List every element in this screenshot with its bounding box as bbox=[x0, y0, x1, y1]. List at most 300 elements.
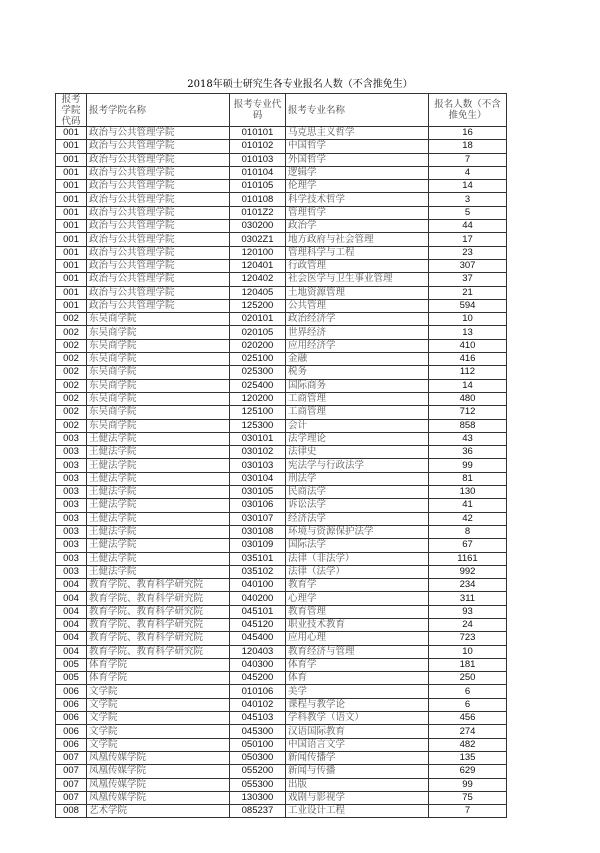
school-code-cell: 003 bbox=[56, 552, 87, 565]
major-name-cell: 国际法学 bbox=[286, 539, 429, 552]
school-name-cell: 东吴商学院 bbox=[87, 339, 230, 352]
table-row bbox=[56, 366, 507, 379]
applicants-cell: 6 bbox=[429, 685, 507, 698]
school-name-cell: 教育学院、教育科学研究院 bbox=[87, 592, 230, 605]
applicants-cell: 234 bbox=[429, 579, 507, 592]
school-code-cell: 002 bbox=[56, 392, 87, 405]
table-row bbox=[56, 618, 507, 631]
school-name-cell: 体育学院 bbox=[87, 658, 230, 671]
major-name-cell: 税务 bbox=[286, 366, 429, 379]
major-name-cell: 法律（非法学） bbox=[286, 552, 429, 565]
major-name-cell: 体育学 bbox=[286, 658, 429, 671]
table-row bbox=[56, 552, 507, 565]
table-row bbox=[56, 326, 507, 339]
table-row bbox=[56, 472, 507, 485]
table-row bbox=[56, 140, 507, 153]
major-name-cell: 心理学 bbox=[286, 592, 429, 605]
table-row bbox=[56, 579, 507, 592]
applicants-cell: 24 bbox=[429, 618, 507, 631]
major-code-cell: 040102 bbox=[230, 698, 286, 711]
school-name-cell: 体育学院 bbox=[87, 672, 230, 685]
major-name-cell: 应用心理 bbox=[286, 632, 429, 645]
applicants-cell: 1161 bbox=[429, 552, 507, 565]
school-name-cell: 王健法学院 bbox=[87, 499, 230, 512]
major-code-cell: 030104 bbox=[230, 472, 286, 485]
table-body bbox=[56, 127, 507, 818]
school-name-cell: 文学院 bbox=[87, 698, 230, 711]
school-code-cell: 001 bbox=[56, 153, 87, 166]
table-row bbox=[56, 592, 507, 605]
major-name-cell: 体育 bbox=[286, 672, 429, 685]
school-name-cell: 东吴商学院 bbox=[87, 353, 230, 366]
school-name-cell: 政治与公共管理学院 bbox=[87, 153, 230, 166]
school-name-cell: 王健法学院 bbox=[87, 512, 230, 525]
school-name-cell: 政治与公共管理学院 bbox=[87, 206, 230, 219]
major-code-cell: 045300 bbox=[230, 725, 286, 738]
major-code-cell: 030107 bbox=[230, 512, 286, 525]
major-name-cell: 经济法学 bbox=[286, 512, 429, 525]
major-code-cell: 030102 bbox=[230, 446, 286, 459]
school-name-cell: 政治与公共管理学院 bbox=[87, 180, 230, 193]
major-code-cell: 025400 bbox=[230, 379, 286, 392]
school-code-cell: 004 bbox=[56, 605, 87, 618]
school-name-cell: 政治与公共管理学院 bbox=[87, 299, 230, 312]
major-code-cell: 010104 bbox=[230, 166, 286, 179]
school-code-cell: 002 bbox=[56, 379, 87, 392]
school-code-cell: 002 bbox=[56, 366, 87, 379]
major-code-cell: 030103 bbox=[230, 459, 286, 472]
major-code-cell: 030105 bbox=[230, 486, 286, 499]
major-name-cell: 法学理论 bbox=[286, 432, 429, 445]
school-name-cell: 文学院 bbox=[87, 725, 230, 738]
school-code-cell: 001 bbox=[56, 193, 87, 206]
school-code-cell: 003 bbox=[56, 499, 87, 512]
major-name-cell: 民商法学 bbox=[286, 486, 429, 499]
major-name-cell: 土地资源管理 bbox=[286, 286, 429, 299]
major-code-cell: 010108 bbox=[230, 193, 286, 206]
school-name-cell: 东吴商学院 bbox=[87, 379, 230, 392]
applicants-cell: 135 bbox=[429, 751, 507, 764]
major-code-cell: 025300 bbox=[230, 366, 286, 379]
major-code-cell: 035102 bbox=[230, 565, 286, 578]
school-name-cell: 凤凰传媒学院 bbox=[87, 778, 230, 791]
header-school-code: 报考学院代码 bbox=[56, 94, 87, 127]
table-row bbox=[56, 259, 507, 272]
table-row bbox=[56, 220, 507, 233]
school-name-cell: 凤凰传媒学院 bbox=[87, 791, 230, 804]
school-code-cell: 003 bbox=[56, 486, 87, 499]
major-name-cell: 行政管理 bbox=[286, 259, 429, 272]
table-row bbox=[56, 791, 507, 804]
major-name-cell: 宪法学与行政法学 bbox=[286, 459, 429, 472]
table-row bbox=[56, 379, 507, 392]
major-code-cell: 030108 bbox=[230, 525, 286, 538]
school-code-cell: 001 bbox=[56, 140, 87, 153]
school-name-cell: 王健法学院 bbox=[87, 565, 230, 578]
applicants-cell: 274 bbox=[429, 725, 507, 738]
major-name-cell: 会计 bbox=[286, 419, 429, 432]
school-name-cell: 王健法学院 bbox=[87, 432, 230, 445]
table-row bbox=[56, 246, 507, 259]
major-code-cell: 010101 bbox=[230, 127, 286, 140]
header-school-name: 报考学院名称 bbox=[87, 94, 230, 127]
school-code-cell: 001 bbox=[56, 166, 87, 179]
school-code-cell: 005 bbox=[56, 658, 87, 671]
major-code-cell: 035101 bbox=[230, 552, 286, 565]
school-code-cell: 006 bbox=[56, 698, 87, 711]
applicants-cell: 5 bbox=[429, 206, 507, 219]
major-name-cell: 金融 bbox=[286, 353, 429, 366]
school-name-cell: 文学院 bbox=[87, 685, 230, 698]
applicants-cell: 13 bbox=[429, 326, 507, 339]
school-code-cell: 001 bbox=[56, 299, 87, 312]
major-name-cell: 政治学 bbox=[286, 220, 429, 233]
school-code-cell: 003 bbox=[56, 459, 87, 472]
table-row bbox=[56, 605, 507, 618]
school-name-cell: 教育学院、教育科学研究院 bbox=[87, 618, 230, 631]
applicants-cell: 4 bbox=[429, 166, 507, 179]
table-row bbox=[56, 658, 507, 671]
table-row bbox=[56, 765, 507, 778]
school-name-cell: 王健法学院 bbox=[87, 486, 230, 499]
school-name-cell: 政治与公共管理学院 bbox=[87, 127, 230, 140]
table-row bbox=[56, 632, 507, 645]
major-name-cell: 新闻传播学 bbox=[286, 751, 429, 764]
table-row bbox=[56, 778, 507, 791]
major-code-cell: 045400 bbox=[230, 632, 286, 645]
school-code-cell: 002 bbox=[56, 339, 87, 352]
applicants-cell: 480 bbox=[429, 392, 507, 405]
school-code-cell: 004 bbox=[56, 645, 87, 658]
table-row bbox=[56, 712, 507, 725]
applicants-cell: 7 bbox=[429, 153, 507, 166]
major-name-cell: 戏剧与影视学 bbox=[286, 791, 429, 804]
table-row bbox=[56, 512, 507, 525]
document-title: 2018年硕士研究生各专业报名人数（不含推免生） bbox=[187, 79, 413, 90]
school-code-cell: 003 bbox=[56, 565, 87, 578]
major-name-cell: 职业技术教育 bbox=[286, 618, 429, 631]
school-code-cell: 001 bbox=[56, 273, 87, 286]
school-code-cell: 001 bbox=[56, 220, 87, 233]
school-code-cell: 005 bbox=[56, 672, 87, 685]
school-name-cell: 东吴商学院 bbox=[87, 406, 230, 419]
applicants-cell: 8 bbox=[429, 525, 507, 538]
major-code-cell: 045103 bbox=[230, 712, 286, 725]
major-code-cell: 130300 bbox=[230, 791, 286, 804]
applicants-cell: 858 bbox=[429, 419, 507, 432]
header-major-name: 报考专业名称 bbox=[286, 94, 429, 127]
applicants-cell: 81 bbox=[429, 472, 507, 485]
major-code-cell: 040100 bbox=[230, 579, 286, 592]
applicants-cell: 93 bbox=[429, 605, 507, 618]
major-name-cell: 国际商务 bbox=[286, 379, 429, 392]
applicants-cell: 410 bbox=[429, 339, 507, 352]
major-name-cell: 管理哲学 bbox=[286, 206, 429, 219]
major-code-cell: 055200 bbox=[230, 765, 286, 778]
applicants-cell: 6 bbox=[429, 698, 507, 711]
major-name-cell: 工商管理 bbox=[286, 406, 429, 419]
applicants-cell: 23 bbox=[429, 246, 507, 259]
school-code-cell: 004 bbox=[56, 618, 87, 631]
major-code-cell: 040200 bbox=[230, 592, 286, 605]
school-code-cell: 007 bbox=[56, 751, 87, 764]
applicants-cell: 10 bbox=[429, 313, 507, 326]
school-code-cell: 001 bbox=[56, 127, 87, 140]
major-name-cell: 课程与教学论 bbox=[286, 698, 429, 711]
table-row bbox=[56, 725, 507, 738]
school-name-cell: 王健法学院 bbox=[87, 472, 230, 485]
applicants-cell: 67 bbox=[429, 539, 507, 552]
major-code-cell: 120405 bbox=[230, 286, 286, 299]
applicants-cell: 17 bbox=[429, 233, 507, 246]
header-applicants: 报名人数（不含推免生） bbox=[429, 94, 507, 127]
applicants-cell: 18 bbox=[429, 140, 507, 153]
major-name-cell: 公共管理 bbox=[286, 299, 429, 312]
major-name-cell: 法律（法学） bbox=[286, 565, 429, 578]
school-name-cell: 东吴商学院 bbox=[87, 366, 230, 379]
applicants-cell: 250 bbox=[429, 672, 507, 685]
school-name-cell: 文学院 bbox=[87, 712, 230, 725]
table-row bbox=[56, 353, 507, 366]
school-name-cell: 王健法学院 bbox=[87, 539, 230, 552]
school-code-cell: 004 bbox=[56, 592, 87, 605]
major-code-cell: 020105 bbox=[230, 326, 286, 339]
school-code-cell: 002 bbox=[56, 353, 87, 366]
table-row bbox=[56, 805, 507, 818]
major-name-cell: 管理科学与工程 bbox=[286, 246, 429, 259]
applicants-cell: 99 bbox=[429, 778, 507, 791]
major-code-cell: 120100 bbox=[230, 246, 286, 259]
school-name-cell: 政治与公共管理学院 bbox=[87, 286, 230, 299]
table-row bbox=[56, 751, 507, 764]
school-code-cell: 002 bbox=[56, 419, 87, 432]
major-code-cell: 0302Z1 bbox=[230, 233, 286, 246]
major-code-cell: 125200 bbox=[230, 299, 286, 312]
major-name-cell: 教育管理 bbox=[286, 605, 429, 618]
applicants-cell: 42 bbox=[429, 512, 507, 525]
major-code-cell: 010103 bbox=[230, 153, 286, 166]
major-name-cell: 伦理学 bbox=[286, 180, 429, 193]
header-major-code: 报考专业代码 bbox=[230, 94, 286, 127]
major-name-cell: 法律史 bbox=[286, 446, 429, 459]
school-name-cell: 东吴商学院 bbox=[87, 392, 230, 405]
school-name-cell: 凤凰传媒学院 bbox=[87, 765, 230, 778]
major-code-cell: 120200 bbox=[230, 392, 286, 405]
major-name-cell: 教育学 bbox=[286, 579, 429, 592]
major-name-cell: 刑法学 bbox=[286, 472, 429, 485]
school-name-cell: 艺术学院 bbox=[87, 805, 230, 818]
major-code-cell: 085237 bbox=[230, 805, 286, 818]
major-name-cell: 工业设计工程 bbox=[286, 805, 429, 818]
major-name-cell: 汉语国际教育 bbox=[286, 725, 429, 738]
major-name-cell: 应用经济学 bbox=[286, 339, 429, 352]
applicants-cell: 21 bbox=[429, 286, 507, 299]
major-name-cell: 马克思主义哲学 bbox=[286, 127, 429, 140]
major-code-cell: 050300 bbox=[230, 751, 286, 764]
major-name-cell: 中国语言文学 bbox=[286, 738, 429, 751]
applicants-cell: 99 bbox=[429, 459, 507, 472]
major-code-cell: 055300 bbox=[230, 778, 286, 791]
school-code-cell: 003 bbox=[56, 472, 87, 485]
table-row bbox=[56, 698, 507, 711]
applicants-cell: 629 bbox=[429, 765, 507, 778]
major-code-cell: 120401 bbox=[230, 259, 286, 272]
major-code-cell: 120402 bbox=[230, 273, 286, 286]
major-code-cell: 0101Z2 bbox=[230, 206, 286, 219]
major-code-cell: 030200 bbox=[230, 220, 286, 233]
major-code-cell: 045101 bbox=[230, 605, 286, 618]
school-name-cell: 教育学院、教育科学研究院 bbox=[87, 645, 230, 658]
table-row bbox=[56, 180, 507, 193]
table-row bbox=[56, 273, 507, 286]
applicants-cell: 7 bbox=[429, 805, 507, 818]
table-row bbox=[56, 738, 507, 751]
major-code-cell: 125100 bbox=[230, 406, 286, 419]
applicants-cell: 36 bbox=[429, 446, 507, 459]
school-code-cell: 006 bbox=[56, 725, 87, 738]
table-row bbox=[56, 432, 507, 445]
major-name-cell: 地方政府与社会管理 bbox=[286, 233, 429, 246]
table-row bbox=[56, 166, 507, 179]
applicants-table bbox=[55, 93, 507, 818]
major-name-cell: 中国哲学 bbox=[286, 140, 429, 153]
table-row bbox=[56, 486, 507, 499]
applicants-cell: 594 bbox=[429, 299, 507, 312]
table-row bbox=[56, 525, 507, 538]
applicants-cell: 44 bbox=[429, 220, 507, 233]
major-name-cell: 新闻与传播 bbox=[286, 765, 429, 778]
school-name-cell: 王健法学院 bbox=[87, 525, 230, 538]
applicants-cell: 311 bbox=[429, 592, 507, 605]
table-row bbox=[56, 406, 507, 419]
major-code-cell: 125300 bbox=[230, 419, 286, 432]
major-code-cell: 030106 bbox=[230, 499, 286, 512]
applicants-cell: 75 bbox=[429, 791, 507, 804]
school-name-cell: 东吴商学院 bbox=[87, 326, 230, 339]
school-name-cell: 教育学院、教育科学研究院 bbox=[87, 579, 230, 592]
major-name-cell: 世界经济 bbox=[286, 326, 429, 339]
school-code-cell: 007 bbox=[56, 778, 87, 791]
school-name-cell: 王健法学院 bbox=[87, 459, 230, 472]
school-name-cell: 政治与公共管理学院 bbox=[87, 259, 230, 272]
applicants-cell: 112 bbox=[429, 366, 507, 379]
table-row bbox=[56, 127, 507, 140]
major-code-cell: 045120 bbox=[230, 618, 286, 631]
school-name-cell: 政治与公共管理学院 bbox=[87, 273, 230, 286]
applicants-cell: 41 bbox=[429, 499, 507, 512]
major-name-cell: 诉讼法学 bbox=[286, 499, 429, 512]
major-name-cell: 逻辑学 bbox=[286, 166, 429, 179]
school-code-cell: 007 bbox=[56, 791, 87, 804]
school-name-cell: 王健法学院 bbox=[87, 446, 230, 459]
applicants-cell: 992 bbox=[429, 565, 507, 578]
table-row bbox=[56, 419, 507, 432]
table-row bbox=[56, 539, 507, 552]
school-code-cell: 003 bbox=[56, 512, 87, 525]
school-name-cell: 教育学院、教育科学研究院 bbox=[87, 632, 230, 645]
school-name-cell: 文学院 bbox=[87, 738, 230, 751]
school-code-cell: 002 bbox=[56, 406, 87, 419]
major-code-cell: 025100 bbox=[230, 353, 286, 366]
applicants-cell: 10 bbox=[429, 645, 507, 658]
table-row bbox=[56, 299, 507, 312]
applicants-cell: 181 bbox=[429, 658, 507, 671]
major-code-cell: 040300 bbox=[230, 658, 286, 671]
major-name-cell: 工商管理 bbox=[286, 392, 429, 405]
school-code-cell: 001 bbox=[56, 233, 87, 246]
school-code-cell: 006 bbox=[56, 738, 87, 751]
school-code-cell: 006 bbox=[56, 685, 87, 698]
table-row bbox=[56, 446, 507, 459]
applicants-cell: 307 bbox=[429, 259, 507, 272]
applicants-cell: 37 bbox=[429, 273, 507, 286]
school-name-cell: 王健法学院 bbox=[87, 552, 230, 565]
table-row bbox=[56, 565, 507, 578]
major-name-cell: 外国哲学 bbox=[286, 153, 429, 166]
school-name-cell: 政治与公共管理学院 bbox=[87, 220, 230, 233]
school-code-cell: 004 bbox=[56, 579, 87, 592]
major-code-cell: 050100 bbox=[230, 738, 286, 751]
table-row bbox=[56, 313, 507, 326]
table-row bbox=[56, 153, 507, 166]
table-row bbox=[56, 339, 507, 352]
school-code-cell: 003 bbox=[56, 539, 87, 552]
major-name-cell: 出版 bbox=[286, 778, 429, 791]
school-name-cell: 政治与公共管理学院 bbox=[87, 140, 230, 153]
major-code-cell: 030101 bbox=[230, 432, 286, 445]
major-name-cell: 美学 bbox=[286, 685, 429, 698]
school-code-cell: 001 bbox=[56, 259, 87, 272]
school-name-cell: 东吴商学院 bbox=[87, 419, 230, 432]
school-code-cell: 008 bbox=[56, 805, 87, 818]
school-code-cell: 007 bbox=[56, 765, 87, 778]
major-code-cell: 010102 bbox=[230, 140, 286, 153]
applicants-cell: 416 bbox=[429, 353, 507, 366]
table-row bbox=[56, 193, 507, 206]
table-row bbox=[56, 672, 507, 685]
major-code-cell: 045200 bbox=[230, 672, 286, 685]
major-name-cell: 科学技术哲学 bbox=[286, 193, 429, 206]
table-row bbox=[56, 206, 507, 219]
major-code-cell: 020101 bbox=[230, 313, 286, 326]
school-code-cell: 002 bbox=[56, 326, 87, 339]
table-row bbox=[56, 233, 507, 246]
major-code-cell: 010105 bbox=[230, 180, 286, 193]
major-name-cell: 社会医学与卫生事业管理 bbox=[286, 273, 429, 286]
table-row bbox=[56, 645, 507, 658]
major-name-cell: 环境与资源保护法学 bbox=[286, 525, 429, 538]
school-code-cell: 001 bbox=[56, 286, 87, 299]
table-row bbox=[56, 286, 507, 299]
applicants-cell: 43 bbox=[429, 432, 507, 445]
major-code-cell: 020200 bbox=[230, 339, 286, 352]
school-code-cell: 001 bbox=[56, 246, 87, 259]
table-header-row bbox=[56, 94, 507, 127]
school-code-cell: 006 bbox=[56, 712, 87, 725]
major-name-cell: 教育经济与管理 bbox=[286, 645, 429, 658]
applicants-cell: 16 bbox=[429, 127, 507, 140]
school-code-cell: 004 bbox=[56, 632, 87, 645]
school-name-cell: 政治与公共管理学院 bbox=[87, 246, 230, 259]
applicants-cell: 456 bbox=[429, 712, 507, 725]
table-row bbox=[56, 499, 507, 512]
school-name-cell: 东吴商学院 bbox=[87, 313, 230, 326]
table-row bbox=[56, 459, 507, 472]
school-code-cell: 003 bbox=[56, 432, 87, 445]
school-code-cell: 001 bbox=[56, 206, 87, 219]
major-code-cell: 120403 bbox=[230, 645, 286, 658]
applicants-cell: 3 bbox=[429, 193, 507, 206]
